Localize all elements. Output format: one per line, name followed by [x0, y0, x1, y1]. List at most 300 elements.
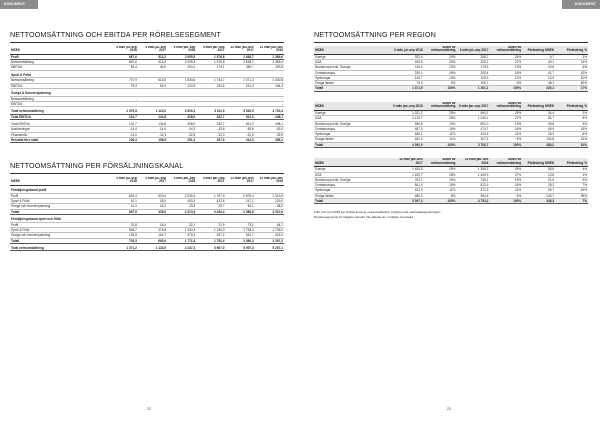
column-header: 9 mån jan–sep 2017: [456, 102, 489, 111]
cell-value: 194,3: [255, 83, 284, 88]
cell-value: 1 576,8: [196, 59, 225, 64]
cell-value: 474,7: [456, 126, 489, 131]
cell-value: 68,2: [255, 204, 284, 209]
cell-value: 2 330,8: [255, 78, 284, 83]
cell-value: 413,3: [226, 137, 255, 142]
cell-value: 13%: [424, 121, 457, 126]
cell-value: 116,0: [391, 65, 424, 70]
cell-value: 1 738,4: [226, 227, 255, 232]
row-label: Centraleuropa: [314, 183, 391, 188]
region-note: Från och med 2018 per kvartal kommer nettoomsättning i enlighet med marknadsuppdelningen.: [314, 210, 442, 215]
cell-value: 10,1: [109, 198, 138, 203]
section-label: Försäljningskanal profil: [10, 185, 284, 193]
cell-value: 10%: [555, 75, 588, 80]
cell-value: 200,4: [456, 70, 489, 75]
cell-value: 16%: [489, 183, 522, 188]
cell-value: 7%: [555, 183, 588, 188]
cell-value: 450,1: [391, 132, 424, 137]
cell-value: 327,2: [456, 137, 489, 142]
unit-label: MSEK: [10, 177, 109, 186]
cell-value: 16%: [424, 183, 457, 188]
cell-value: -55,8: [226, 127, 255, 132]
column-header: Förändring MSEK: [522, 46, 555, 55]
cell-value: 41,7: [522, 70, 555, 75]
cell-value: 439,0: [138, 209, 167, 214]
cell-value: 328,0: [167, 114, 196, 119]
cell-value: -14,4: [109, 127, 138, 132]
column-header: 12 mån jan–dec 2016: [255, 46, 284, 55]
cell-value: 25,2: [522, 132, 555, 137]
section-row: [10, 88, 284, 96]
cell-value: 493,2: [167, 198, 196, 203]
row-label: Sydeuropa: [314, 188, 391, 193]
cell-value: 9%: [555, 121, 588, 126]
cell-value: 28,2: [522, 183, 555, 188]
cell-value: 2 366,8: [226, 209, 255, 214]
cell-value: 1 833,6: [167, 78, 196, 83]
cell-value: 409,6: [391, 59, 424, 64]
cell-value: 1 371,2: [109, 246, 138, 251]
cell-value: 532,7: [226, 233, 255, 238]
cell-value: 108,9: [138, 137, 167, 142]
column-header: 12 mån jan–dec 2016: [255, 177, 284, 186]
cell-value: 229,0: [255, 198, 284, 203]
column-header: 9 mån jan–sep 2017: [196, 46, 225, 55]
section-tab-label: DOKUMENT: [4, 2, 26, 6]
cell-value: 7%: [555, 199, 588, 204]
cell-value: 5 097,3: [391, 199, 424, 204]
cell-value: 3 967,0: [196, 246, 225, 251]
column-header: 3 mån jul–sep 2018: [109, 46, 138, 55]
cell-value: 356,2: [255, 137, 284, 142]
unit-label: MSEK: [314, 46, 391, 55]
region-table: [314, 46, 588, 92]
row-label: Total EBITDA: [10, 114, 109, 119]
cell-value: 134,8: [138, 114, 167, 119]
cell-value: 1 021,2: [391, 110, 424, 115]
section-label: Försäljningskanal sport och fritid: [10, 214, 284, 222]
row-label: Resultat före skatt: [10, 137, 109, 142]
cell-value: 28%: [424, 172, 457, 177]
cell-value: 1 120,7: [391, 116, 424, 121]
column-header: 9 mån jan–sep 2018: [167, 177, 196, 186]
cell-value: -14,6: [138, 127, 167, 132]
row-label: Sverige: [314, 110, 391, 115]
cell-value: 4 147,2: [167, 246, 196, 251]
cell-value: 231,3: [226, 83, 255, 88]
cell-value: 380,2: [522, 142, 555, 147]
column-header: 12 mån jan–dec 2017: [391, 158, 424, 167]
cell-value: 24%: [489, 54, 522, 59]
cell-value: -11,0: [109, 132, 138, 137]
cell-value: 610,8: [138, 78, 167, 83]
cell-value: 4 092,0: [391, 142, 424, 147]
row-label: EBITDA: [10, 65, 109, 70]
cell-value: 1 375,5: [109, 109, 138, 114]
segment-section: [10, 30, 284, 143]
channel-table: [10, 177, 284, 251]
row-label: Nettoomsättning: [10, 59, 109, 64]
cell-value: 204,1: [167, 65, 196, 70]
row-label: Finansnetto: [10, 132, 109, 137]
cell-value: 10%: [489, 75, 522, 80]
column-header: 12 mån jan–dec 2017: [226, 46, 255, 55]
cell-value: 18%: [424, 70, 457, 75]
column-header: 12 mån jan–dec 2017: [226, 177, 255, 186]
cell-value: 48,1: [522, 81, 555, 86]
cell-value: 667,6: [109, 54, 138, 59]
cell-value: 3%: [555, 54, 588, 59]
cell-value: 480,2: [391, 193, 424, 198]
cell-value: 40,9: [138, 65, 167, 70]
row-label: Övriga länder: [314, 193, 391, 198]
cell-value: -: [255, 102, 284, 107]
table-header: [10, 177, 284, 186]
cell-value: 33,8: [167, 204, 196, 209]
table-row: [314, 199, 588, 204]
cell-value: 21,5: [522, 177, 555, 182]
cell-value: 42%: [555, 137, 588, 142]
section-tab-label: DOKUMENT: [574, 2, 596, 6]
cell-value: 257,9: [196, 137, 225, 142]
cell-value: 325,2: [456, 59, 489, 64]
region-block: [314, 158, 588, 204]
cell-value: 5 097,3: [226, 246, 255, 251]
cell-value: 2 374,4: [167, 209, 196, 214]
cell-value: 5%: [424, 81, 457, 86]
cell-value: 752,7: [391, 177, 424, 182]
cell-value: 13%: [489, 121, 522, 126]
unit-label: MSEK: [314, 102, 391, 111]
column-header: Andel av nettoomsättning: [489, 46, 522, 55]
cell-value: 1 734,7: [196, 78, 225, 83]
cell-value: 28%: [489, 167, 522, 172]
cell-value: 2 095,5: [167, 54, 196, 59]
cell-value: 1 409,9: [456, 172, 489, 177]
cell-value: 17%: [555, 86, 588, 91]
cell-value: 66,1: [226, 204, 255, 209]
column-header: 3 mån jul–sep 2018: [391, 46, 424, 55]
cell-value: 73,1: [226, 222, 255, 227]
cell-value: 106,3: [109, 137, 138, 142]
row-label: Sydeuropa: [314, 132, 391, 137]
section-label: Övriga & Koncernjustering: [10, 88, 284, 96]
cell-value: 25%: [424, 110, 457, 115]
cell-value: 134,8: [138, 122, 167, 127]
row-label: Sport & Fritid: [10, 198, 109, 203]
region-title: NETTOOMSÄTTNING PER REGION: [314, 30, 588, 43]
cell-value: 431,0: [391, 188, 424, 193]
cell-value: 230,1: [391, 70, 424, 75]
cell-value: 30%: [424, 59, 457, 64]
row-label: Total nettoomsättning: [10, 246, 109, 251]
cell-value: 521,0: [226, 122, 255, 127]
cell-value: -32,5: [167, 132, 196, 137]
cell-value: 24%: [424, 54, 457, 59]
cell-value: 1 771,8: [167, 238, 196, 243]
cell-value: 1 453,8: [391, 167, 424, 172]
cell-value: 703,3: [109, 238, 138, 243]
cell-value: 545,7: [109, 227, 138, 232]
cell-value: 1 576,8: [196, 54, 225, 59]
cell-value: 487,0: [391, 126, 424, 131]
cell-value: 78,3: [109, 83, 138, 88]
cell-value: 2 297,2: [255, 238, 284, 243]
table-header: [10, 46, 284, 55]
row-label: Profil: [10, 193, 109, 198]
cell-value: 11%: [424, 137, 457, 142]
cell-value: 379,3: [167, 233, 196, 238]
cell-value: -: [138, 96, 167, 101]
cell-value: 179,1: [196, 65, 225, 70]
cell-value: 448,1: [255, 122, 284, 127]
region-table: [314, 158, 588, 204]
cell-value: 739,1: [456, 177, 489, 182]
cell-value: 35%: [555, 193, 588, 198]
cell-value: 501,0: [456, 121, 489, 126]
cell-value: 5 020,0: [226, 109, 255, 114]
cell-value: 16%: [489, 126, 522, 131]
column-header: 9 mån jan–sep 2018: [167, 46, 196, 55]
column-header: Förändring %: [555, 46, 588, 55]
cell-value: 1 707,9: [196, 193, 225, 198]
cell-value: 11%: [489, 132, 522, 137]
cell-value: 663,0: [138, 238, 167, 243]
cell-value: 1 752,4: [196, 238, 225, 243]
cell-value: 100%: [489, 142, 522, 147]
cell-value: 18,0: [138, 198, 167, 203]
cell-value: 2 910,6: [255, 209, 284, 214]
cell-value: 707,9: [109, 78, 138, 83]
cell-value: 11%: [424, 188, 457, 193]
cell-value: 131,7: [109, 114, 138, 119]
cell-value: -44,3: [167, 127, 196, 132]
table-row: [10, 137, 284, 142]
cell-value: 11%: [424, 132, 457, 137]
cell-value: -: [196, 96, 225, 101]
cell-value: 60%: [555, 81, 588, 86]
cell-value: 2 648,7: [226, 59, 255, 64]
segment-table: [10, 46, 284, 144]
cell-value: 6%: [555, 65, 588, 70]
right-page: [314, 30, 588, 219]
cell-value: 16%: [424, 126, 457, 131]
row-label: Sverige: [314, 167, 391, 172]
column-header: Andel av nettoomsättning: [489, 158, 522, 167]
cell-value: 3%: [555, 177, 588, 182]
table-row: [314, 86, 588, 91]
cell-value: -: [109, 96, 138, 101]
cell-value: 28%: [424, 116, 457, 121]
cell-value: 18%: [489, 70, 522, 75]
cell-value: 93,9: [138, 83, 167, 88]
table-row: [314, 142, 588, 147]
cell-value: 27%: [489, 172, 522, 177]
cell-value: 4 753,2: [456, 199, 489, 204]
row-label: Sydeuropa: [314, 75, 391, 80]
row-label: Övriga länder: [314, 81, 391, 86]
cell-value: 523,2: [255, 233, 284, 238]
region-notes: [314, 210, 588, 218]
column-header: Andel av nettoomsättning: [424, 158, 457, 167]
row-label: USA: [314, 172, 391, 177]
cell-value: 2 039,4: [167, 193, 196, 198]
cell-value: 10%: [555, 142, 588, 147]
row-label: Övriga och koncernjustering: [10, 233, 109, 238]
cell-value: 841,0: [391, 183, 424, 188]
row-label: Avskrivningar: [10, 127, 109, 132]
cell-value: 125,9: [456, 75, 489, 80]
left-page: [10, 30, 284, 257]
region-table: [314, 102, 588, 148]
cell-value: 49,1: [522, 59, 555, 64]
cell-value: -52,0: [255, 127, 284, 132]
column-header: Förändring %: [555, 102, 588, 111]
cell-value: 422,8: [196, 198, 225, 203]
column-header: Andel av nettoomsättning: [424, 46, 457, 55]
cell-value: 642,4: [109, 193, 138, 198]
cell-value: 10%: [424, 75, 457, 80]
cell-value: 27%: [489, 116, 522, 121]
cell-value: 354,5: [456, 193, 489, 198]
column-header: 9 mån jan–sep 2017: [196, 177, 225, 186]
cell-value: 812,9: [456, 183, 489, 188]
cell-value: 6%: [555, 132, 588, 137]
cell-value: 984,1: [456, 110, 489, 115]
cell-value: -39,9: [255, 132, 284, 137]
cell-value: 513,2: [138, 54, 167, 59]
cell-value: 1 420,7: [391, 172, 424, 177]
cell-value: 667,6: [109, 59, 138, 64]
unit-label: MSEK: [10, 46, 109, 55]
cell-value: 8%: [424, 193, 457, 198]
region-tables: [314, 46, 588, 205]
cell-value: 253,8: [255, 65, 284, 70]
column-header: Förändring MSEK: [522, 158, 555, 167]
cell-value: 21,8: [109, 222, 138, 227]
cell-value: 100%: [424, 199, 457, 204]
segment-title: NETTOOMSÄTTNING OCH EBITDA PER RÖRELSESEGMENT: [10, 30, 284, 43]
cell-value: -: [138, 102, 167, 107]
cell-value: -11,3: [138, 132, 167, 137]
row-label: USA: [314, 59, 391, 64]
cell-value: 2 371,3: [226, 78, 255, 83]
cell-value: 149,7: [391, 75, 424, 80]
column-header: 12 mån jan–dec 2016: [456, 158, 489, 167]
section-label: Sport & Fritid: [10, 70, 284, 78]
cell-value: 8%: [489, 137, 522, 142]
cell-value: 59,7: [522, 188, 555, 193]
cell-value: 21,9: [196, 222, 225, 227]
cell-value: 476,8: [138, 227, 167, 232]
cell-value: 1 705,0: [255, 227, 284, 232]
cell-value: 100%: [424, 86, 457, 91]
cell-value: 513,2: [138, 59, 167, 64]
cell-value: 345,3: [522, 199, 555, 204]
row-label: EBITDA: [10, 83, 109, 88]
page-number-left: 22: [147, 407, 151, 411]
row-label: Centraleuropa: [314, 126, 391, 131]
cell-value: 332,7: [196, 122, 225, 127]
cell-value: 2 575,4: [226, 193, 255, 198]
channel-title: NETTOOMSÄTTNING PER FÖRSÄLJNINGSKANAL: [10, 161, 284, 174]
cell-value: 10,6: [522, 65, 555, 70]
row-label: Profil: [10, 54, 109, 59]
cell-value: -51,9: [226, 132, 255, 137]
cell-value: 1 124,0: [138, 109, 167, 114]
cell-value: 100%: [424, 142, 457, 147]
cell-value: 28%: [424, 167, 457, 172]
cell-value: 16,3: [138, 204, 167, 209]
cell-value: 3%: [555, 110, 588, 115]
cell-value: 424,9: [456, 132, 489, 137]
cell-value: 1 045,1: [456, 116, 489, 121]
cell-value: 5%: [489, 81, 522, 86]
table-header: [314, 46, 588, 55]
cell-value: 100%: [489, 86, 522, 91]
cell-value: 13%: [424, 65, 457, 70]
cell-value: 1 123,0: [138, 246, 167, 251]
cell-value: 64,7: [255, 222, 284, 227]
cell-value: 16%: [555, 188, 588, 193]
cell-value: 125,7: [522, 193, 555, 198]
cell-value: 25%: [489, 110, 522, 115]
column-header: Förändring MSEK: [522, 102, 555, 111]
cell-value: -: [255, 96, 284, 101]
column-header: 3 mån jul–sep 2017: [456, 46, 489, 55]
cell-value: 6,7: [522, 54, 555, 59]
column-header: 3 mån jul–sep 2018: [109, 177, 138, 186]
cell-value: 134,8: [522, 137, 555, 142]
cell-value: 123,9: [167, 83, 196, 88]
region-block: [314, 46, 588, 92]
table-header: [314, 102, 588, 111]
cell-value: 503,4: [138, 193, 167, 198]
cell-value: 15%: [489, 177, 522, 182]
cell-value: 10,9: [522, 75, 555, 80]
row-label: Nettoomsättning: [10, 78, 109, 83]
cell-value: 289,7: [226, 65, 255, 70]
cell-value: 220,1: [522, 86, 555, 91]
cell-value: 14,9: [109, 204, 138, 209]
cell-value: -: [196, 102, 225, 107]
cell-value: 521,0: [226, 114, 255, 119]
column-header: Andel av nettoomsättning: [424, 102, 457, 111]
row-label: Totalt: [314, 142, 391, 147]
cell-value: 265,7: [456, 54, 489, 59]
cell-value: 13%: [489, 65, 522, 70]
cell-value: 251,2: [167, 137, 196, 142]
cell-value: 164,7: [138, 233, 167, 238]
row-label: Totalt: [314, 199, 391, 204]
row-label: Totalt: [10, 238, 109, 243]
cell-value: -31,0: [196, 132, 225, 137]
cell-value: -: [167, 102, 196, 107]
cell-value: 3 929,1: [167, 109, 196, 114]
row-label: EBITDA: [10, 102, 109, 107]
cell-value: 1 230,0: [196, 227, 225, 232]
cell-value: 4%: [555, 167, 588, 172]
cell-value: 8%: [555, 116, 588, 121]
column-header: Förändring %: [555, 158, 588, 167]
cell-value: 10,8: [522, 172, 555, 177]
row-label: Övriga länder: [314, 137, 391, 142]
cell-value: 2 389,6: [255, 54, 284, 59]
cell-value: -43,6: [196, 127, 225, 132]
cell-value: 58,6: [522, 167, 555, 172]
cell-value: 15%: [424, 177, 457, 182]
cell-value: 69,9: [522, 126, 555, 131]
